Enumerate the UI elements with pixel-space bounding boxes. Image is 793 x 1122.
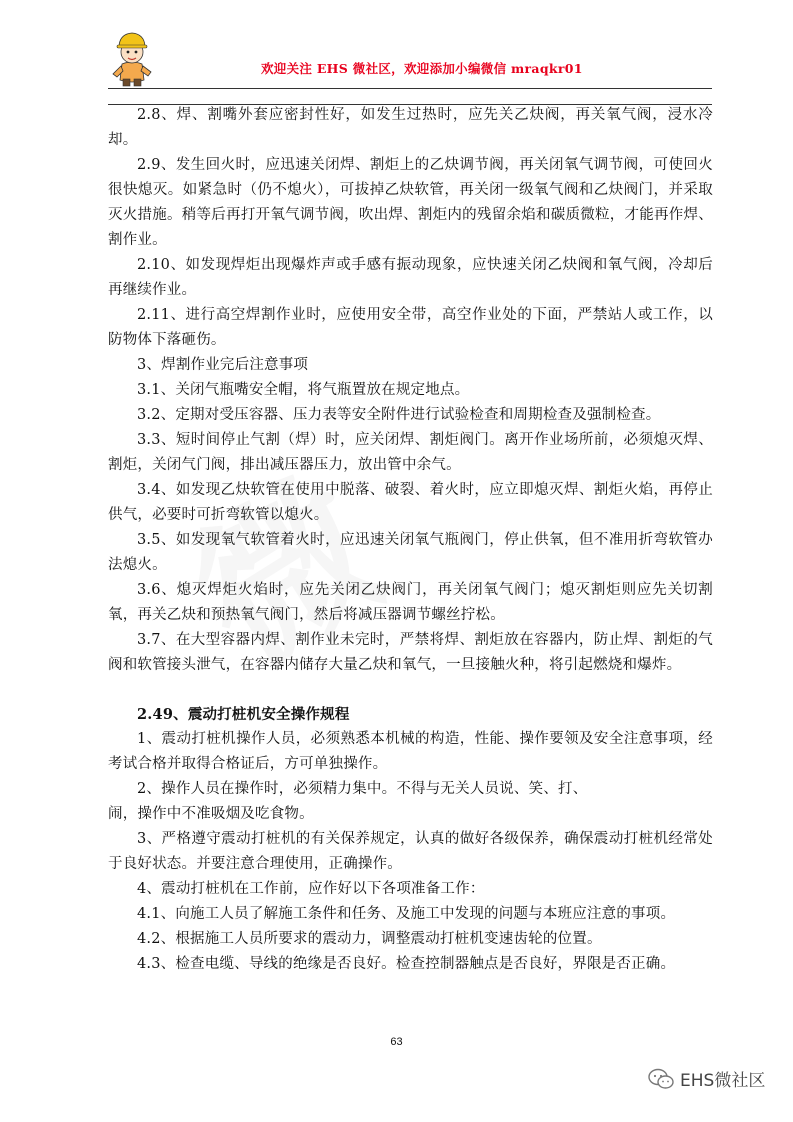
- worker-mascot-icon: [108, 30, 156, 88]
- paragraph: 4.1、向施工人员了解施工条件和任务、及施工中发现的问题与本班应注意的事项。: [137, 906, 676, 922]
- paragraph: 3.2、定期对受压容器、压力表等安全附件进行试验检查和周期检查及强制检查。: [137, 407, 661, 423]
- paragraph: 2、操作人员在操作时，必须精力集中。不得与无关人员说、笑、打、: [137, 781, 588, 797]
- header-rule: [108, 88, 712, 89]
- paragraph: 2.8、焊、割嘴外套应密封性好，如发生过热时，应先关乙炔阀，再关氧气阀，浸水冷却。: [108, 107, 713, 148]
- section-heading: 2.49、震动打桩机安全操作规程: [137, 706, 350, 723]
- paragraph: 3.5、如发现氧气软管着火时，应迅速关闭氧气瓶阀门，停止供氧，但不准用折弯软管办法熄火。: [108, 532, 713, 573]
- paragraph: 3.7、在大型容器内焊、割作业未完时，严禁将焊、割炬放在容器内，防止焊、割炬的气阀和软管接头泄气，在容器内储存大量乙炔和氧气，一旦接触火种，将引起燃烧和爆炸。: [108, 632, 713, 673]
- wechat-label: EHS微社区: [680, 1071, 766, 1091]
- paragraph: 2.10、如发现焊炬出现爆炸声或手感有振动现象，应快速关闭乙炔阀和氧气阀，冷却后再继续作业。: [108, 257, 713, 298]
- paragraph: 4.2、根据施工人员所要求的震动力，调整震动打桩机变速齿轮的位置。: [137, 931, 602, 947]
- paragraph: 1、震动打桩机操作人员，必须熟悉本机械的构造，性能、操作要领及安全注意事项，经考试合格并取得合格证后，方可单独操作。: [108, 731, 713, 772]
- document-body: [108, 103, 713, 977]
- paragraph: 3.1、关闭气瓶嘴安全帽，将气瓶置放在规定地点。: [137, 382, 470, 398]
- paragraph: 4.3、检查电缆、导线的绝缘是否良好。检查控制器触点是否良好，界限是否正确。: [137, 956, 676, 972]
- header-banner: 欢迎关注 EHS 微社区，欢迎添加小编微信 mraqkr01: [261, 61, 583, 76]
- wechat-icon: [648, 1068, 674, 1090]
- paragraph: 3.3、短时间停止气割（焊）时，应关闭焊、割炬阀门。离开作业场所前，必须熄灭焊、割炬，关闭气门阀，排出减压器压力，放出管中余气。: [108, 432, 713, 473]
- wechat-attribution: [648, 1066, 765, 1091]
- paragraph: 3、严格遵守震动打桩机的有关保养规定，认真的做好各级保养，确保震动打桩机经常处于良好状态。并要注意合理使用，正确操作。: [108, 831, 713, 872]
- paragraph: 3、焊割作业完后注意事项: [137, 357, 309, 373]
- paragraph: 3.6、熄灭焊炬火焰时，应先关闭乙炔阀门，再关闭氧气阀门；熄灭割炬则应先关切割氧，再关乙炔和预热氧气阀门，然后将减压器调节螺丝拧松。: [108, 582, 713, 623]
- paragraph: 4、震动打桩机在工作前，应作好以下各项准备工作：: [137, 881, 485, 897]
- paragraph: 3.4、如发现乙炔软管在使用中脱落、破裂、着火时，应立即熄灭焊、割炬火焰，再停止供气，必要时可折弯软管以熄火。: [108, 482, 713, 523]
- page-header: [108, 28, 713, 88]
- page-number: 63: [390, 1036, 403, 1048]
- paragraph-continuation: 闹，操作中不准吸烟及吃食物。: [108, 806, 314, 822]
- paragraph: 2.11、进行高空焊割作业时，应使用安全带，高空作业处的下面，严禁站人或工作，以防物体下落砸伤。: [108, 307, 713, 348]
- paragraph: 2.9、发生回火时，应迅速关闭焊、割炬上的乙炔调节阀，再关闭氧气调节阀，可使回火很快熄灭。如紧急时（仍不熄火），可拔掉乙炔软管，再关闭一级氧气阀和乙炔阀门，并采取灭火措施。稍等后再打开氧气调节阀，吹出焊、割炬内的残留余焰和碳质微粒，才能再作焊、割作业。: [108, 157, 713, 248]
